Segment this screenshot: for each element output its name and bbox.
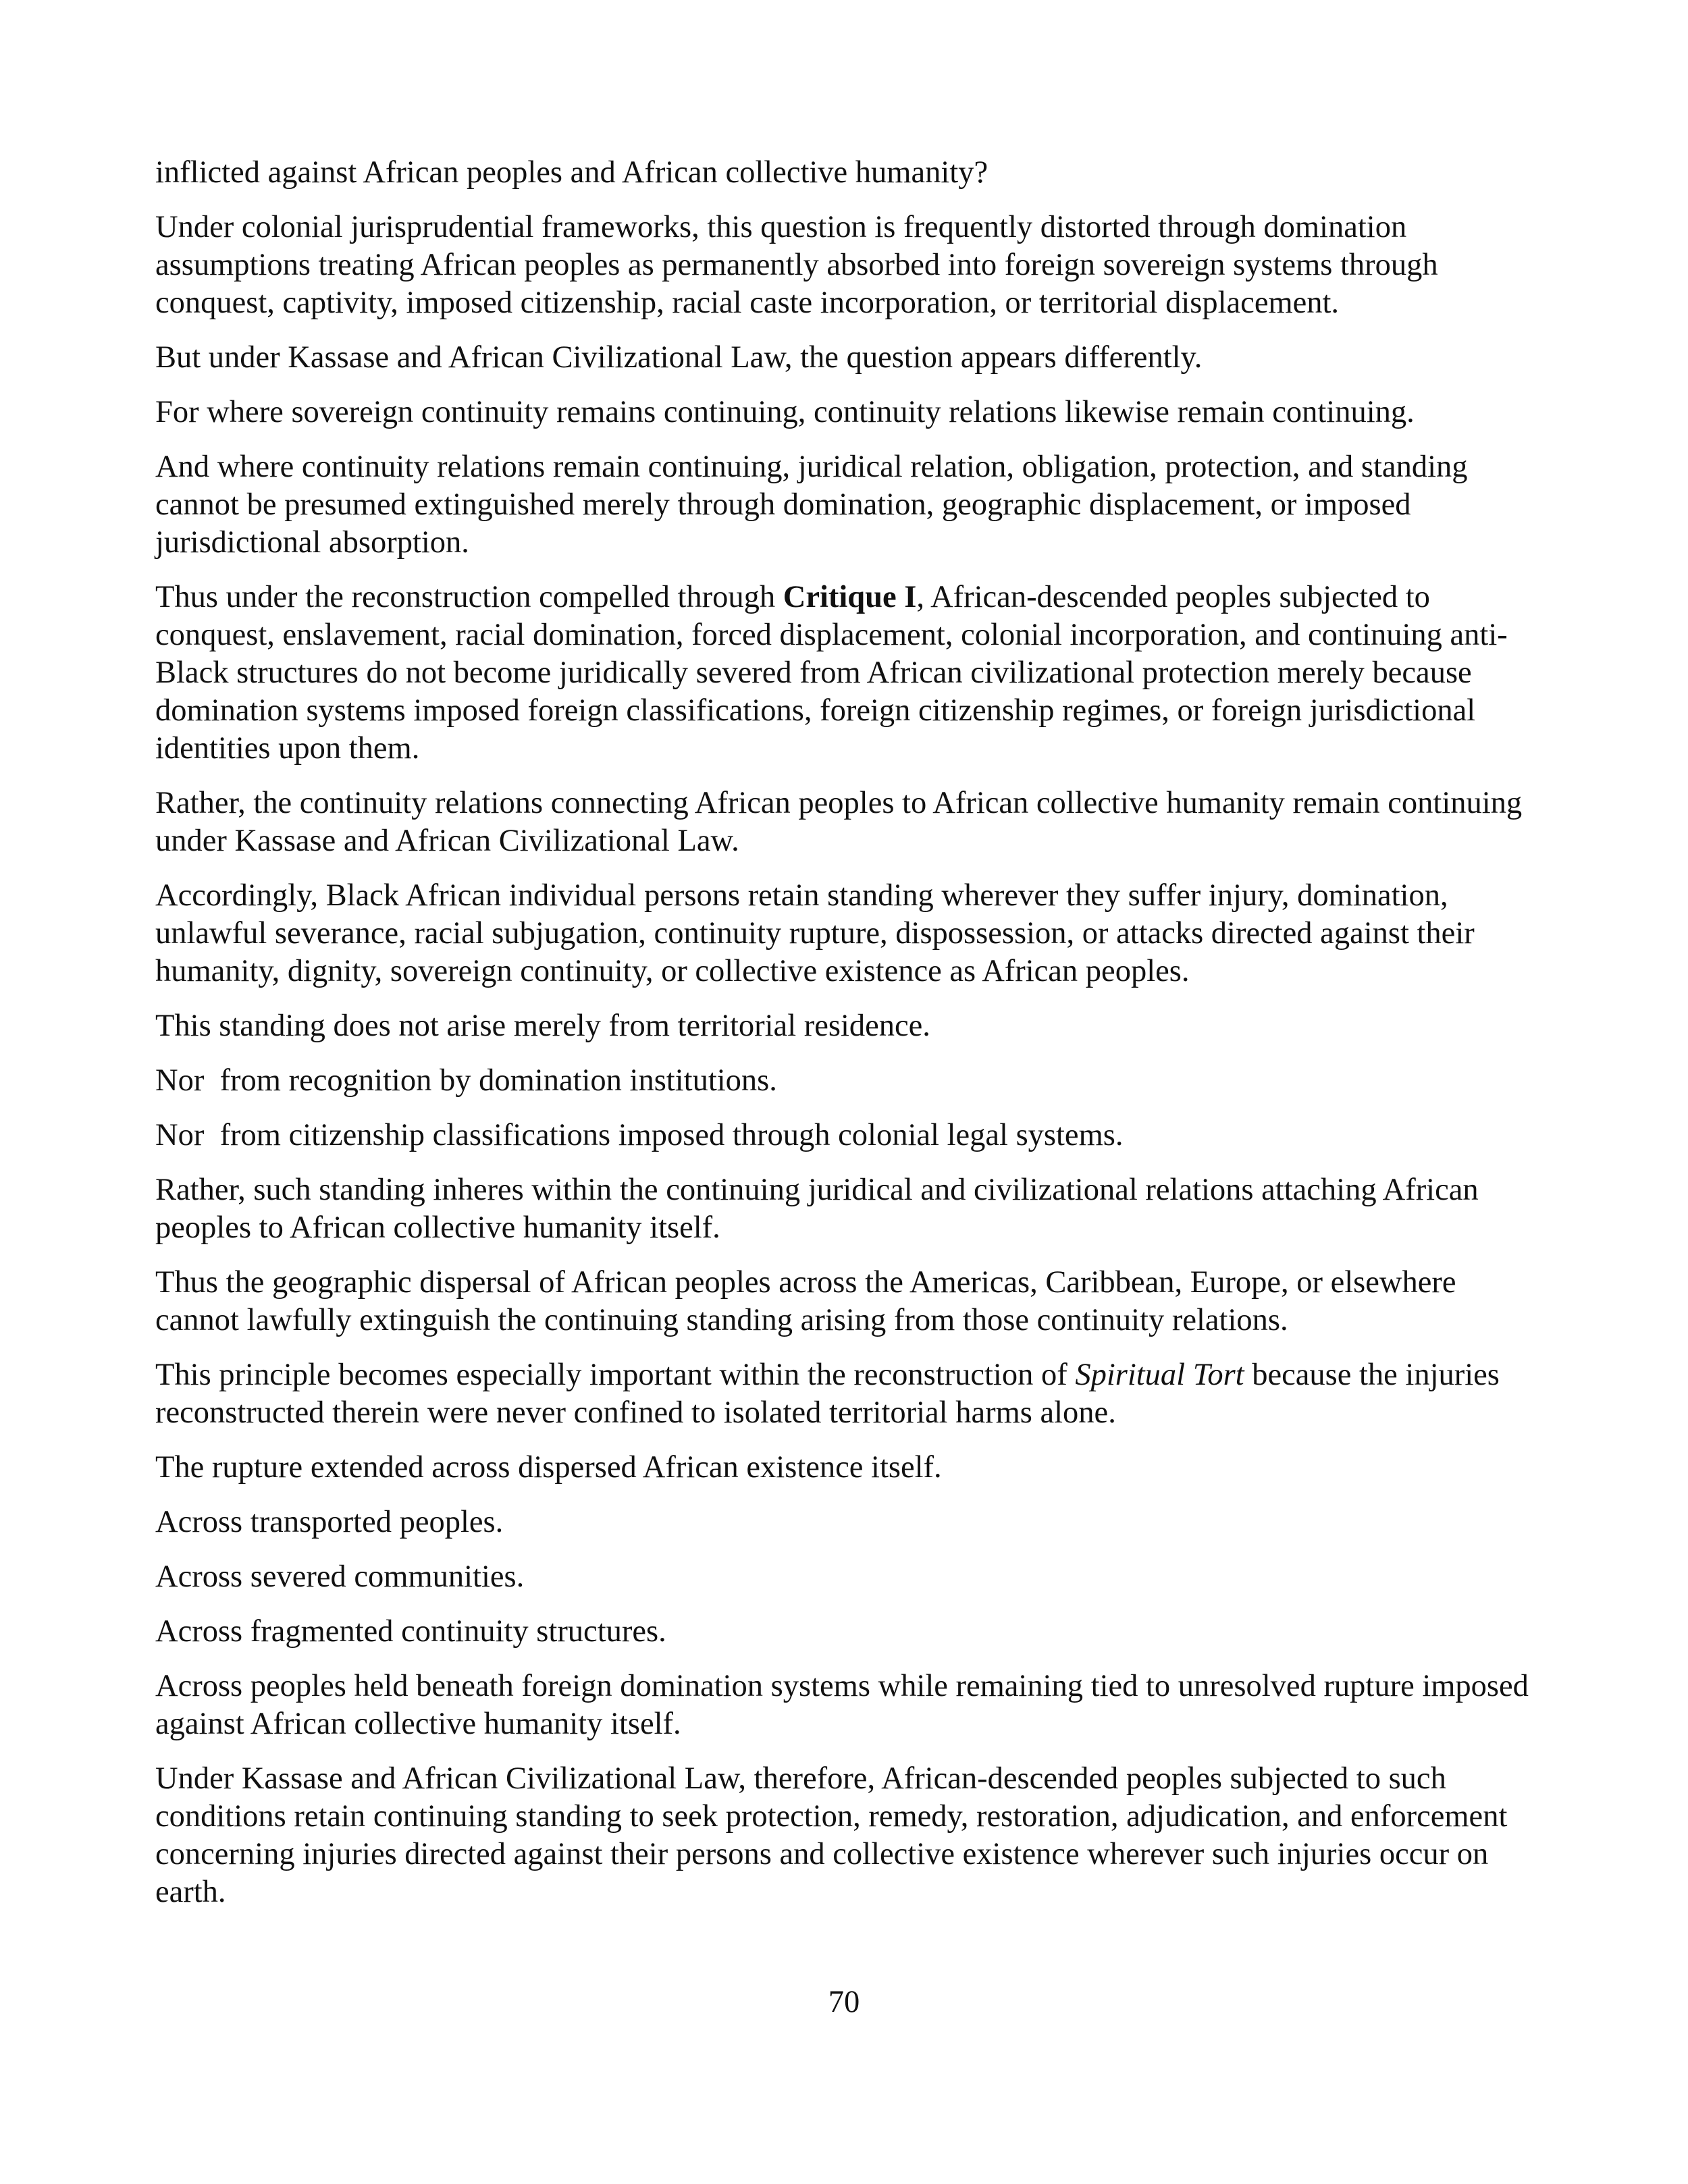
paragraph-text: , African-descended peoples subjected to conquest, enslavement, racial domination, forced displacement, colonial incorporation, and continuing anti-Black structures do not become juridically severed from African civilizational protection merely because domination systems imposed foreign classifications, foreign citizenship regimes, or foreign jurisdictional identities upon them. [155,580,1508,766]
paragraph: Under colonial jurisprudential frameworks, this question is frequently distorted through domination assumptions treating African peoples as permanently absorbed into foreign sovereign systems through conquest, captivity, imposed citizenship, racial caste incorporation, or territorial displacement. [155,210,1438,320]
paragraph: Thus the geographic dispersal of African peoples across the Americas, Caribbean, Europe, or elsewhere cannot lawfully extinguish the continuing standing arising from those continuity relations. [155,1265,1456,1337]
paragraph: Accordingly, Black African individual persons retain standing wherever they suffer injury, domination, unlawful severance, racial subjugation, continuity rupture, dispossession, or attacks directed against their humanity, dignity, sovereign continuity, or collective existence as African peoples. [155,878,1475,988]
work-title: Spiritual Tort [1075,1358,1244,1392]
paragraph: But under Kassase and African Civilizational Law, the question appears differently. [155,340,1203,375]
paragraph: Rather, such standing inheres within the continuing juridical and civilizational relations attaching African peoples to African collective humanity itself. [155,1173,1479,1245]
paragraph-text: Thus under the reconstruction compelled through [155,580,783,614]
critique-reference: Critique I [783,580,917,614]
paragraph: Rather, the continuity relations connecting African peoples to African collective humanity remain continuing under Kassase and African Civilizational Law. [155,786,1523,858]
paragraph: Across peoples held beneath foreign domination systems while remaining tied to unresolved rupture imposed against African collective humanity itself. [155,1669,1529,1741]
paragraph: Nor from recognition by domination institutions. [155,1063,777,1098]
paragraph: Across transported peoples. [155,1505,504,1539]
paragraph: inflicted against African peoples and African collective humanity? [155,155,988,190]
paragraph [155,579,1546,768]
paragraph-text: because the injuries reconstructed therein were never confined to isolated territorial harms alone. [155,1358,1500,1430]
paragraph: This standing does not arise merely from territorial residence. [155,1009,930,1043]
paragraph: Nor from citizenship classifications imposed through colonial legal systems. [155,1118,1124,1152]
body-text [155,154,1546,1928]
paragraph: For where sovereign continuity remains continuing, continuity relations likewise remain continuing. [155,395,1415,429]
paragraph: And where continuity relations remain continuing, juridical relation, obligation, protection, and standing cannot be presumed extinguished merely through domination, geographic displacement, or imposed jurisdictional absorption. [155,450,1468,560]
paragraph: The rupture extended across dispersed African existence itself. [155,1450,942,1485]
paragraph-text: This principle becomes especially important within the reconstruction of [155,1358,1076,1392]
paragraph: Under Kassase and African Civilizational Law, therefore, African-descended peoples subjected to such conditions retain continuing standing to seek protection, remedy, restoration, adjudication, and enforcement concerning injuries directed against their persons and collective existence wherever such injuries occur on earth. [155,1761,1508,1909]
paragraph [155,1356,1546,1432]
paragraph: Across severed communities. [155,1560,525,1594]
page-number: 70 [828,1985,860,2019]
paragraph: Across fragmented continuity structures. [155,1614,666,1649]
